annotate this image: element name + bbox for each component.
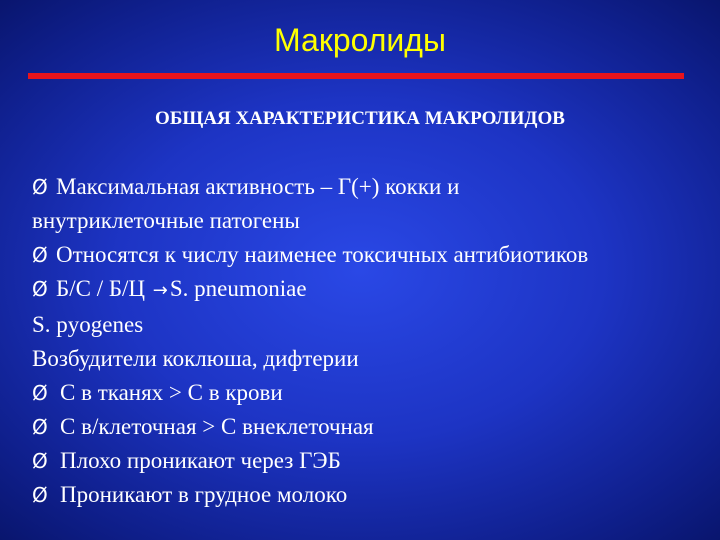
- title-divider: [28, 73, 684, 79]
- bullet-subline: [32, 308, 716, 342]
- bullet-text: Относятся к числу наименее токсичных антибиотиков: [56, 242, 589, 267]
- arrow-bullet-icon: Ø: [32, 243, 48, 267]
- bullet-text: С в/клеточная > С внеклеточная: [60, 414, 374, 439]
- slide-title: Макролиды: [274, 22, 446, 58]
- arrow-bullet-icon: Ø: [32, 483, 48, 507]
- bullet-text: Возбудители коклюша, дифтерии: [32, 346, 359, 371]
- slide-subtitle: ОБЩАЯ ХАРАКТЕРИСТИКА МАКРОЛИДОВ: [155, 108, 565, 129]
- bullet-text: Б/С / Б/Ц: [56, 276, 146, 301]
- bullet-item: [32, 376, 716, 410]
- bullet-text: S. pyogenes: [32, 312, 144, 337]
- bullet-item: [32, 238, 716, 272]
- bullet-text: Проникают в грудное молоко: [60, 482, 348, 507]
- arrow-bullet-icon: Ø: [32, 449, 48, 473]
- bullet-item: [32, 170, 716, 204]
- arrow-bullet-icon: Ø: [32, 277, 48, 301]
- bullet-item: [32, 444, 716, 478]
- right-arrow-icon: →: [152, 280, 168, 301]
- arrow-bullet-icon: Ø: [32, 381, 48, 405]
- bullet-text: S. pneumoniae: [169, 276, 307, 301]
- bullet-list: [32, 170, 716, 512]
- bullet-continuation: [32, 204, 716, 238]
- bullet-text: С в тканях > С в крови: [60, 380, 283, 405]
- arrow-bullet-icon: Ø: [32, 415, 48, 439]
- arrow-bullet-icon: Ø: [32, 175, 48, 199]
- bullet-item: [32, 478, 716, 512]
- bullet-subline: [32, 342, 716, 376]
- bullet-item: [32, 410, 716, 444]
- bullet-text: Плохо проникают через ГЭБ: [60, 448, 341, 473]
- bullet-item: [32, 272, 716, 308]
- bullet-text: Максимальная активность – Г(+) кокки и: [56, 174, 460, 199]
- bullet-text: внутриклеточные патогены: [32, 208, 300, 233]
